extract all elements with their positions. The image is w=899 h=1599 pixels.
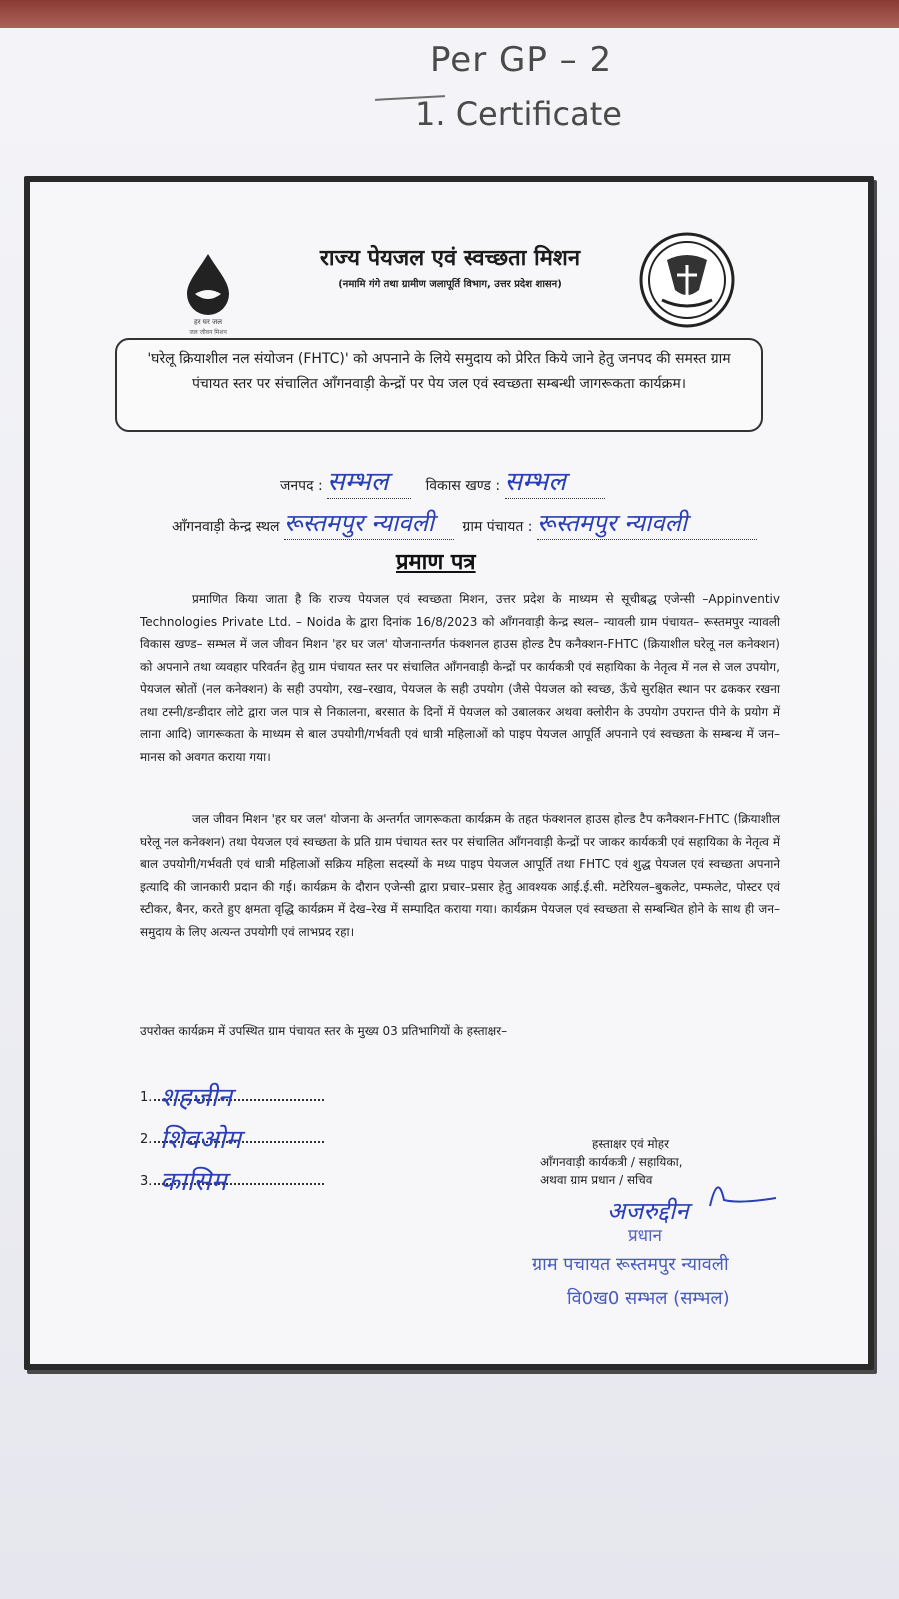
handwritten-title: Per GP – 2 bbox=[430, 40, 613, 80]
org-subtitle: (नमामि गंगे तथा ग्रामीण जलापूर्ति विभाग, उत्तर प्रदेश शासन) bbox=[338, 279, 562, 290]
participants-note: उपरोक्त कार्यक्रम में उपस्थित ग्राम पंचायत स्तर के मुख्य 03 प्रतिभागियों के हस्ताक्षर– bbox=[140, 1024, 508, 1038]
anganwadi-label: आँगनवाड़ी केन्द्र स्थल bbox=[172, 519, 280, 535]
stamp-signature: अजरुद्दीन bbox=[607, 1197, 689, 1225]
certificate-heading: प्रमाण पत्र bbox=[396, 550, 476, 575]
handwritten-subtitle: 1. Certificate bbox=[415, 95, 622, 133]
signature-flourish-icon bbox=[700, 1170, 780, 1210]
signature-number: 1. bbox=[140, 1090, 153, 1105]
janpad-value: सम्भल bbox=[327, 462, 411, 499]
state-emblem-icon bbox=[637, 230, 737, 330]
signature-name: शिवओम bbox=[160, 1125, 242, 1155]
paragraph-2-text: जल जीवन मिशन 'हर घर जल' योजना के अन्तर्गत जागरूकता कार्यक्रम के तहत फंक्शनल हाउस होल्ड टैप कनैक्शन-FHTC (क्रियाशील घरेलू नल कनेक्शन) तथा पेयजल एवं स्वच्छता के प्रति ग्राम पंचायत स्तर पर संचालित आँगनवाड़ी केन्द्रों पर जाकर कार्यकत्री एवं सहायिका के नेतृत्व में बाल उपयोगी/गर्भवती एवं धात्री महिलाओं सक्रिय महिला सदस्यों के मध्य पाइप पेयजल आपूर्ति तथा FHTC एवं शुद्ध पेयजल एवं स्वच्छता अपनाने इत्यादि की जानकारी प्रदान की गई। कार्यक्रम के दौरान एजेन्सी द्वारा प्रचार–प्रसार हेतु आवश्यक आई.ई.सी. मटेरियल–बुकलेट, पम्फलेट, पोस्टर एवं स्टीकर, बैनर, करते हुए क्षमता वृद्धि कार्यक्रम में देख–रेख में सम्पादित कराया गया। कार्यक्रम पेयजल एवं स्वच्छता से सम्बन्धित होने के साथ ही जन–समुदाय के लिए अत्यन्त उपयोगी एवं लाभप्रद रहा। bbox=[140, 812, 780, 939]
stamp-pradhan: प्रधान bbox=[628, 1226, 662, 1246]
org-title: राज्य पेयजल एवं स्वच्छता मिशन bbox=[319, 246, 581, 271]
water-drop-logo-icon bbox=[175, 250, 241, 340]
janpad-row bbox=[280, 462, 605, 499]
janpad-label: जनपद : bbox=[280, 478, 323, 494]
signature-row bbox=[140, 1167, 324, 1216]
anganwadi-row bbox=[172, 506, 757, 540]
signature-stamp-caption bbox=[540, 1135, 683, 1189]
gram-value: रूस्तमपुर न्यावली bbox=[537, 506, 757, 540]
svg-text:जल जीवन मिशन: जल जीवन मिशन bbox=[189, 329, 227, 336]
anganwadi-value: रूस्तमपुर न्यावली bbox=[284, 506, 454, 540]
seal-line-2: वि0ख0 सम्भल (सम्भल) bbox=[567, 1288, 730, 1309]
participant-signatures bbox=[140, 1083, 324, 1216]
signature-name: कासिम bbox=[160, 1167, 227, 1197]
gram-label: ग्राम पंचायत : bbox=[462, 519, 533, 535]
certificate-paragraph-1 bbox=[140, 588, 780, 768]
stamp-line-2: आँगनवाड़ी कार्यकत्री / सहायिका, bbox=[540, 1155, 683, 1169]
certificate-paragraph-2 bbox=[140, 808, 780, 943]
svg-text:हर घर जल: हर घर जल bbox=[194, 318, 222, 326]
vikas-label: विकास खण्ड : bbox=[425, 478, 501, 494]
signature-number: 2. bbox=[140, 1132, 153, 1147]
stamp-line-3: अथवा ग्राम प्रधान / सचिव bbox=[540, 1173, 653, 1187]
stamp-line-1: हस्ताक्षर एवं मोहर bbox=[592, 1137, 670, 1151]
seal-line-1: ग्राम पचायत रूस्तमपुर न्यावली bbox=[532, 1254, 729, 1275]
vikas-value: सम्भल bbox=[505, 462, 605, 499]
program-banner: 'घरेलू क्रियाशील नल संयोजन (FHTC)' को अपनाने के लिये समुदाय को प्रेरित किये जाने हेतु जनपद की समस्त ग्राम पंचायत स्तर पर संचालित आँगनवाड़ी केन्द्रों पर पेय जल एवं स्वच्छता सम्बन्धी जागरूकता कार्यक्रम। bbox=[115, 338, 763, 432]
signature-number: 3. bbox=[140, 1174, 153, 1189]
signature-name: शहजीन bbox=[160, 1083, 232, 1113]
paragraph-1-text: प्रमाणित किया जाता है कि राज्य पेयजल एवं स्वच्छता मिशन, उत्तर प्रदेश के माध्यम से सूचीबद्ध एजेन्सी –Appinventiv Technologies Private Ltd. – Noida के द्वारा दिनांक 16/8/2023 को आँगनवाड़ी केन्द्र स्थल– न्यावली ग्राम पंचायत– रूस्तमपुर न्यावली विकास खण्ड– सम्भल में जल जीवन मिशन 'हर घर जल' योजनान्तर्गत फंक्शनल हाउस होल्ड टैप कनैक्शन-FHTC (क्रियाशील घरेलू नल कनेक्शन) को अपनाने तथा व्यवहार परिवर्तन हेतु ग्राम पंचायत स्तर पर संचालित आँगनवाड़ी केन्द्रों पर कार्यकत्री एवं सहायिका के नेतृत्व में नल से जल उपयोग, पेयजल स्रोतों (नल कनेक्शन) के सही उपयोग, रख–रखाव, पेयजल के सही उपयोग (जैसे पेयजल को स्वच्छ, ऊँचे सुरक्षित स्थान पर ढककर रखना तथा टस्नी/डन्डीदार लोटे द्वारा जल पात्र से निकालना, बरसात के दिनों में पेयजल को उबालकर अथवा क्लोरीन के उपयोग उपरान्त पीने के प्रयोग में लाना आदि) जागरूकता के माध्यम से बाल उपयोगी/गर्भवती एवं धात्री महिलाओं को पाइप पेयजल आपूर्ति अपनाने एवं स्वच्छता के सम्बन्ध में जन–मानस को अवगत कराया गया। bbox=[140, 592, 780, 764]
